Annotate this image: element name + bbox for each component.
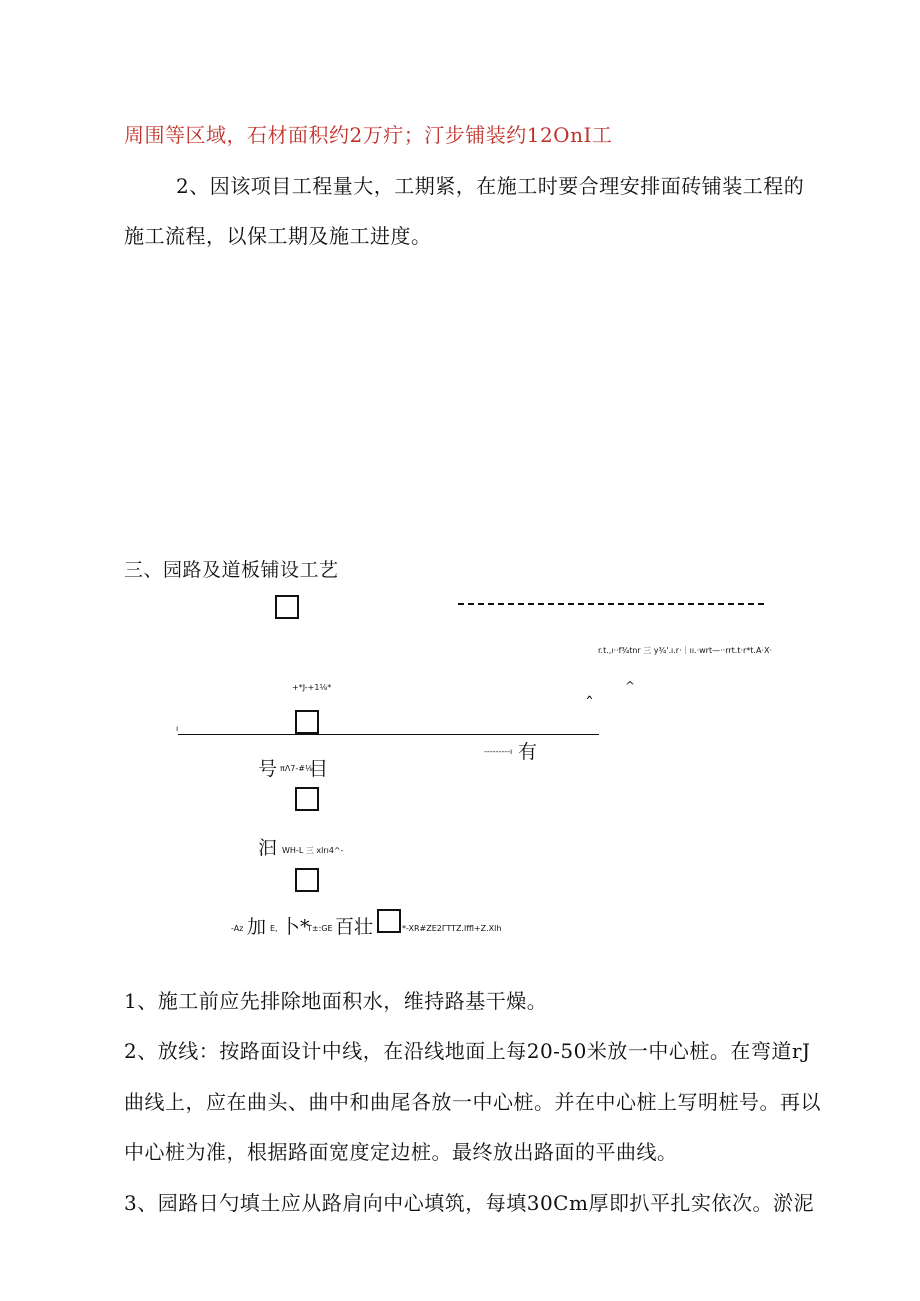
flow-box-2 bbox=[295, 710, 319, 734]
you-label: 有 bbox=[518, 741, 538, 763]
area-paragraph: 周围等区域，石材面积约2万疔；汀步铺装约12OnI工 bbox=[124, 123, 613, 147]
flow-box-4 bbox=[295, 868, 319, 892]
lei-label: 汩 bbox=[258, 837, 278, 859]
step-2-line-1: 2、放线：按路面设计中线，在沿线地面上每20-50米放一中心桩。在弯道rJ bbox=[124, 1039, 811, 1063]
mu-label: 目 bbox=[309, 758, 329, 780]
hat-mark: ˆ bbox=[585, 694, 594, 715]
bu-star-label: 卜* bbox=[281, 916, 310, 938]
hao-label: 号 bbox=[258, 758, 278, 780]
garbled-label-small: +*J-+1⅛* bbox=[292, 683, 332, 692]
paragraph-2-line-1: 2、因该项目工程量大，工期紧，在施工时要合理安排面砖铺装工程的 bbox=[176, 174, 805, 198]
step-1: 1、施工前应先排除地面积水，维持路基干燥。 bbox=[124, 989, 548, 1013]
bai-zhuang-label: 百壮 bbox=[335, 916, 374, 938]
caret-mark: ^ bbox=[625, 679, 636, 693]
flow-box-3 bbox=[295, 787, 319, 811]
az-label: -Az bbox=[231, 924, 244, 933]
flow-box-1 bbox=[275, 595, 299, 619]
flow-box-5 bbox=[377, 909, 401, 933]
dash-label: ---------ı bbox=[484, 747, 513, 756]
dashed-rule bbox=[458, 603, 764, 605]
garbled-label-top: r.t.,ı··f¾tnr 三 y¾'.ı.r·｜ıı.·wrt—··rrt.t·r*t.A·X· bbox=[598, 646, 772, 655]
lei-small-label: WH-L 三 xlrı4^- bbox=[282, 846, 344, 855]
paragraph-2-line-2: 施工流程，以保工期及施工进度。 bbox=[124, 224, 432, 248]
step-2-line-3: 中心桩为准，根据路面宽度定边桩。最终放出路面的平曲线。 bbox=[124, 1140, 678, 1164]
e-small-label: E, bbox=[270, 924, 278, 933]
main-rule bbox=[178, 734, 599, 735]
hao-small-label: πΛ7-#⅛ bbox=[280, 764, 313, 773]
tick-mark: ı bbox=[176, 724, 179, 733]
t-ge-label: T±:GE bbox=[307, 924, 333, 933]
section-heading: 三、园路及道板铺设工艺 bbox=[124, 559, 339, 581]
jia-label: 加 bbox=[247, 916, 267, 938]
step-2-line-2: 曲线上，应在曲头、曲中和曲尾各放一中心桩。并在中心桩上写明桩号。再以 bbox=[124, 1090, 821, 1114]
step-3-line-1: 3、园路日勺填土应从路肩向中心填筑，每填30Cm厚即扒平扎实依次。淤泥 bbox=[124, 1191, 814, 1215]
xr-small-label: *-XR#ZE2ΓTTZ.lffl+Z.Xlh bbox=[402, 924, 502, 933]
